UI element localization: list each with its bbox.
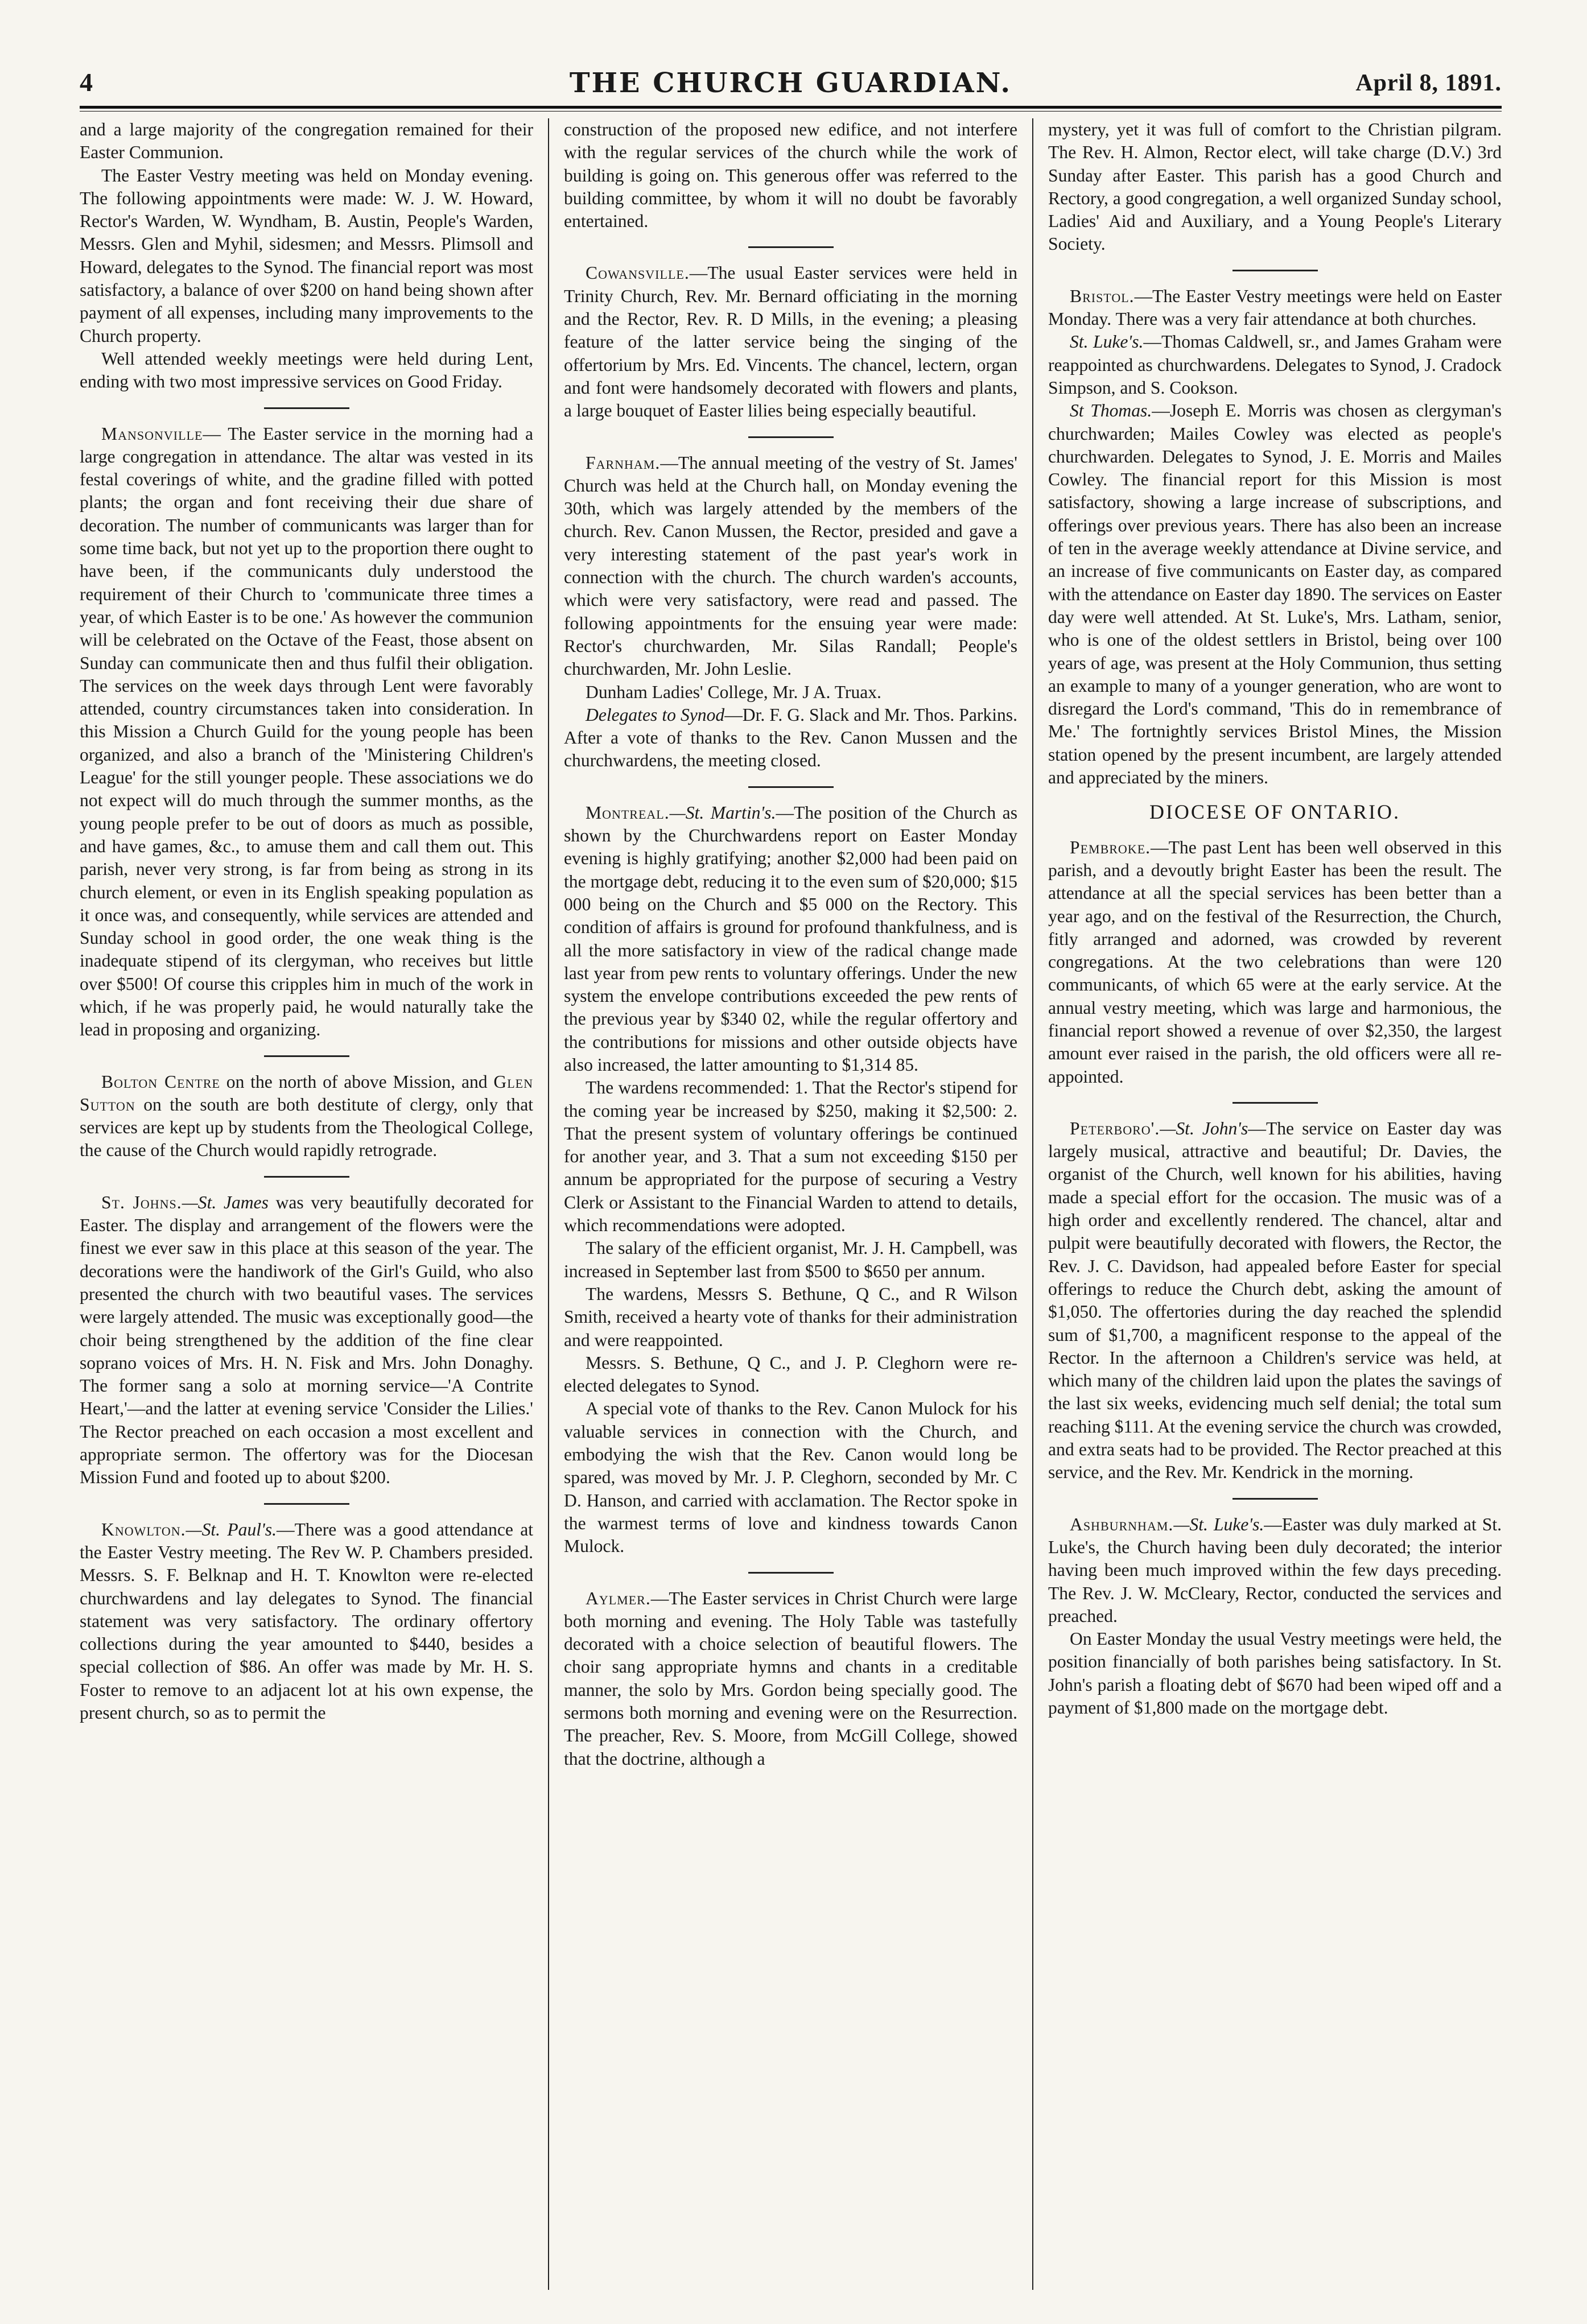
section-divider bbox=[264, 1176, 349, 1178]
paragraph: A special vote of thanks to the Rev. Canon Mulock for his valuable services in connection with the Church, and embodying the wish that the Rev. Canon would long be spared, was moved by Mr. J. P. Cleghorn, seconded by Mr. C D. Hanson, and carried with acclamation. The Rector spoke in the warmest terms of love and kindness towards Canon Mulock. bbox=[564, 1398, 1017, 1557]
report-text: —The Easter services in Christ Church were large both morning and evening. The Holy Table was tastefully decorated with a choice selection of beautiful flowers. The choir sang appropriate hymns and chants in a creditable manner, the solo by Mrs. Gordon being specially good. The sermons both morning and evening were on the Resurrection. The preacher, Rev. S. Moore, from McGill College, showed that the doctrine, although a bbox=[564, 1588, 1017, 1769]
issue-date: April 8, 1891. bbox=[1355, 70, 1502, 96]
place-name: Bolton Centre bbox=[101, 1071, 220, 1092]
diocese-heading: DIOCESE OF ONTARIO. bbox=[1149, 800, 1401, 824]
paragraph: construction of the proposed new edifice, and not interfere with the regular services of the church while the work of building is going on. This generous offer was referred to the building committee, by whom it will no doubt be favorably entertained. bbox=[564, 119, 1017, 232]
place-name: Mansonville bbox=[101, 423, 203, 444]
report-text: —The past Lent has been well observed in this parish, and a devoutly bright Easter has been the result. The attendance at all the special services has been better than a year ago, and on the festival of the Resurrection, the Church, fitly arranged and adorned, was crowded by reverent congregations. At the two celebrations than were 120 communicants, of which 65 were at the early service. At the annual vestry meeting, which was large and harmonious, the financial report showed a revenue of over $2,350, the largest amount ever raised in the parish, the old officers were all re-appointed. bbox=[1048, 837, 1502, 1087]
report-text: was very beautifully decorated for Easter. The display and arrangement of the flowers were the finest we ever saw in this place at this season of the year. The decorations were the handiwork of the Girl's Guild, who also presented the church with two beautiful vases. The services were largely attended. The music was exceptionally good—the choir being strengthened by the addition of the fine clear soprano voices of Mrs. H. N. Fisk and Mrs. John Donaghy. The former sang a solo at morning service—'A Contrite Heart,'—and the latter at evening service 'Consider the Lilies.' The Rector preached on each occasion a most excellent and appropriate sermon. The offertory was for the Diocesan Mission Fund and footed up to about $200. bbox=[80, 1192, 534, 1488]
church-name: St. Luke's. bbox=[1070, 332, 1144, 352]
paragraph: The salary of the efficient organist, Mr. J. H. Campbell, was increased in September last from $500 to $650 per annum. bbox=[564, 1238, 1017, 1281]
parish-report-ashburnham bbox=[1048, 1513, 1502, 1628]
section-divider bbox=[264, 1055, 349, 1057]
section-divider bbox=[1232, 1102, 1318, 1104]
parish-report-knowlton bbox=[80, 1518, 533, 1725]
place-name: Cowansville. bbox=[586, 263, 690, 283]
place-name: Bristol. bbox=[1070, 286, 1135, 306]
paragraph: Messrs. S. Bethune, Q C., and J. P. Cleghorn were re-elected delegates to Synod. bbox=[564, 1352, 1017, 1396]
report-text: on the north of above Mission, and bbox=[220, 1071, 494, 1092]
report-text: —The service on Easter day was largely musical, attractive and beautiful; Dr. Davies, the organist of the Church, well known for his abilities, having made a special effort for the occasion. The music was of a high order and excellently rendered. The chancel, altar and pulpit were beautifully decorated with flowers, the Rector, the Rev. J. C. Davidson, had appealed before Easter for special offerings to reduce the Church debt, asking the amount of $1,050. The offertories during the day reached the splendid sum of $1,700, a magnificent response to the appeal of the Rector. In the afternoon a Children's service was held, at which many of the children laid upon the plates the savings of the last six weeks, evidencing much self denial; the total sum reaching $111. At the evening service the church was crowded, and extra seats had to be provided. The Rector preached at this service, and the Rev. Mr. Kendrick in the morning. bbox=[1048, 1118, 1502, 1483]
paragraph: Well attended weekly meetings were held during Lent, ending with two most impressive services on Good Friday. bbox=[80, 348, 533, 392]
report-text: —Dr. F. G. Slack and Mr. Thos. Parkins. After a vote of thanks to the Rev. Canon Mussen and the churchwardens, the meeting closed. bbox=[564, 704, 1017, 771]
church-name: St Thomas. bbox=[1070, 401, 1152, 421]
parish-report-pembroke bbox=[1048, 836, 1502, 1088]
report-text: — The Easter service in the morning had a large congregation in attendance. The altar was vested in its festal coverings of white, and the gradine filled with potted plants; the organ and font receiving their due share of decoration. The number of communicants was larger than for some time back, but not yet up to the proportion there ought to have been, if the communicants duly understood the requirement of their Church to 'communicate three times a year, of which Easter is to be one.' As however the communion will be celebrated on the Octave of the Feast, those absent on Sunday can communicate then and thus fulfil their obligation. The services on the week days through Lent were favorably attended, country circumstances taken into consideration. In this Mission a Church Guild for the young people has been organized, and also a branch of the 'Ministering Children's League' for the still younger people. These associations we do not expect will do much through the summer months, as the young people prefer to be out of doors as much as possible, and have games, &c., to amuse them and call them out. This parish, never very strong, is far from being as strong in its church element, or even in its English speaking population as it once was, and consequently, while services are attended and Sunday school in good order, the one weak thing is the inadequate stipend of its clergyman, who receives but little over $500! Of course this cripples him in much of the work in which, if he was properly paid, he would naturally take the lead in proposing and organizing. bbox=[80, 423, 533, 1040]
parish-report-bolton bbox=[80, 1071, 533, 1162]
paragraph: The Easter Vestry meeting was held on Monday evening. The following appointments were made: W. J. W. Howard, Rector's Warden, W. Wyndham, B. Austin, People's Warden, Messrs. Glen and Myhil, sidesmen; and Messrs. Plimsoll and Howard, delegates to the Synod. The financial report was most satisfactory, a balance of over $200 on hand being shown after payment of all expenses, including many improvements to the Church property. bbox=[80, 165, 533, 346]
church-name: —St. James bbox=[182, 1192, 269, 1212]
section-divider bbox=[264, 1503, 349, 1505]
report-text: —Easter was duly marked at St. Luke's, the Church having been duly decorated; the interior having been much improved within the few days preceding. The Rev. J. W. McCleary, Rector, conducted the services and preached. bbox=[1048, 1514, 1502, 1626]
paragraph bbox=[1048, 331, 1502, 399]
place-name: Montreal. bbox=[586, 802, 670, 823]
place-name: Peterboro'. bbox=[1070, 1118, 1160, 1138]
masthead-title: THE CHURCH GUARDIAN. bbox=[569, 67, 1012, 99]
parish-report-bristol bbox=[1048, 285, 1502, 331]
page-header bbox=[80, 67, 1502, 107]
paragraph bbox=[1048, 399, 1502, 789]
column-3 bbox=[1032, 118, 1502, 2290]
column-2 bbox=[548, 118, 1032, 2290]
section-divider bbox=[264, 407, 349, 409]
place-name: St. Johns. bbox=[101, 1192, 182, 1212]
parish-report-farnham bbox=[564, 452, 1017, 681]
church-name: —St. John's bbox=[1160, 1118, 1248, 1138]
report-text: —The annual meeting of the vestry of St. James' Church was held at the Church hall, on Monday evening the 30th, which was largely attended by the members of the church. Rev. Canon Mussen, the Rector, presided and gave a very interesting statement of the past year's work in connection with the church. The church warden's accounts, which were very satisfactory, were read and passed. The following appointments for the ensuing year were made: Rector's churchwarden, Mr. Silas Randall; People's churchwarden, Mr. John Leslie. bbox=[564, 452, 1017, 679]
parish-report-st-johns bbox=[80, 1191, 533, 1489]
parish-report-cowansville bbox=[564, 262, 1017, 422]
section-divider bbox=[1232, 1498, 1318, 1500]
section-divider bbox=[748, 786, 834, 788]
header-rule bbox=[80, 106, 1502, 112]
church-name: —St. Paul's. bbox=[186, 1519, 277, 1539]
place-name: Pembroke. bbox=[1070, 837, 1151, 857]
church-name: —St. Martin's. bbox=[669, 802, 776, 823]
report-text: —There was a good attendance at the Easter Vestry meeting. The Rev W. P. Chambers presided. Messrs. S. F. Belknap and H. T. Knowlton were re-elected churchwardens and lay delegates to Synod. The financial statement was very satisfactory. The ordinary offertory collections during the year amounted to $440, besides a special collection of $86. An offer was made by Mr. H. S. Foster to remove to an adjacent lot at his own expense, the present church, so as to permit the bbox=[80, 1519, 533, 1723]
report-text: —The Easter Vestry meetings were held on Easter Monday. There was a very fair attendance at both churches. bbox=[1048, 286, 1502, 329]
paragraph: The wardens recommended: 1. That the Rector's stipend for the coming year be increased by $250, making it $2,500: 2. That the present system of voluntary offerings be continued for another year, and 3. That a sum not exceeding $150 per annum be appropriated for the purpose of securing a Vestry Clerk or Assistant to the Financial Warden to attend to details, which recommendations were adopted. bbox=[564, 1078, 1017, 1236]
report-text: —Thomas Caldwell, sr., and James Graham were reappointed as churchwardens. Delegates to Synod, J. Cradock Simpson, and S. Cookson. bbox=[1048, 332, 1502, 398]
paragraph: Dunham Ladies' College, Mr. J A. Truax. bbox=[586, 682, 881, 702]
article-columns bbox=[80, 118, 1502, 2290]
church-name: —St. Luke's. bbox=[1173, 1514, 1264, 1534]
parish-report-peterboro bbox=[1048, 1117, 1502, 1484]
paragraph: mystery, yet it was full of comfort to the Christian pilgram. The Rev. H. Almon, Rector elect, will take charge (D.V.) 3rd Sunday after Easter. This parish has a good Church and Rectory, a good congregation, a well organized Sunday school, Ladies' Aid and Auxiliary, and a Young People's Literary Society. bbox=[1048, 119, 1502, 254]
place-name: Knowlton. bbox=[101, 1519, 186, 1539]
section-divider bbox=[1232, 270, 1318, 271]
place-name: Aylmer. bbox=[586, 1588, 651, 1608]
report-text: on the south are both destitute of clergy, only that services are kept up by students from the Theological College, the cause of the Church would rapidly retrograde. bbox=[80, 1094, 533, 1161]
section-divider bbox=[748, 436, 834, 438]
lead-text: Delegates to Synod bbox=[586, 704, 725, 725]
report-text: —The usual Easter services were held in Trinity Church, Rev. Mr. Bernard officiating in the morning and the Rector, Rev. R. D Mills, in the evening; a pleasing feature of the latter service being the singing of the offertorium by Mrs. Ed. Vincents. The chancel, lectern, organ and font were handsomely decorated with flowers and plants, a large bouquet of Easter lilies being especially beautiful. bbox=[564, 263, 1017, 421]
paragraph: and a large majority of the congregation remained for their Easter Communion. bbox=[80, 119, 533, 163]
parish-report-mansonville bbox=[80, 423, 533, 1042]
section-divider bbox=[748, 246, 834, 248]
paragraph: The wardens, Messrs S. Bethune, Q C., and R Wilson Smith, received a hearty vote of thanks for their administration and were reappointed. bbox=[564, 1283, 1017, 1350]
column-1 bbox=[80, 118, 548, 2290]
parish-report-aylmer bbox=[564, 1587, 1017, 1770]
report-text: —Joseph E. Morris was chosen as clergyman's churchwarden; Mailes Cowley was elected as people's churchwarden. Delegates to Synod, J. E. Morris and Mailes Cowley. The financial report for this Mission is most satisfactory, showing a large increase of subscriptions, and offerings over previous years. There has also been an increase of ten in the average weekly attendance at Divine service, and an increase of five communicants on Easter day, as compared with the attendance on Easter day 1890. The services on Easter day were well attended. At St. Luke's, Mrs. Latham, senior, who is one of the oldest settlers in Bristol, being over 100 years of age, was present at the Holy Communion, thus setting an example to many of a younger generation, who are wont to disregard the Lord's command, 'This do in remembrance of Me.' The fortnightly services Bristol Mines, the Mission station opened by the present incumbent, are largely attended and appreciated by the miners. bbox=[1048, 401, 1502, 788]
place-name: Farnham. bbox=[586, 452, 661, 473]
section-divider bbox=[748, 1572, 834, 1574]
parish-report-montreal bbox=[564, 802, 1017, 1077]
place-name: Glen Sutton bbox=[80, 1071, 534, 1114]
paragraph: On Easter Monday the usual Vestry meetings were held, the position financially of both parishes being satisfactory. In St. John's parish a floating debt of $670 had been wiped off and a payment of $1,800 made on the mortgage debt. bbox=[1048, 1629, 1502, 1718]
page-number: 4 bbox=[80, 68, 93, 97]
report-text: —The position of the Church as shown by the Churchwardens report on Easter Monday evening is highly gratifying; another $2,000 had been paid on the mortgage debt, reducing it to the even sum of $20,000; $15 000 being on the Church and $5 000 on the Rectory. This condition of affairs is ground for profound thankfulness, and is all the more satisfactory in view of the radical change made last year from pew rents to voluntary offerings. Under the new system the envelope contributions exceeded the pew rents of the previous year by $340 02, while the regular offertory and the contributions for missions and other outside objects have also increased, the latter amounting to $1,314 85. bbox=[564, 802, 1017, 1075]
place-name: Ashburnham. bbox=[1070, 1514, 1174, 1534]
paragraph bbox=[564, 704, 1017, 773]
